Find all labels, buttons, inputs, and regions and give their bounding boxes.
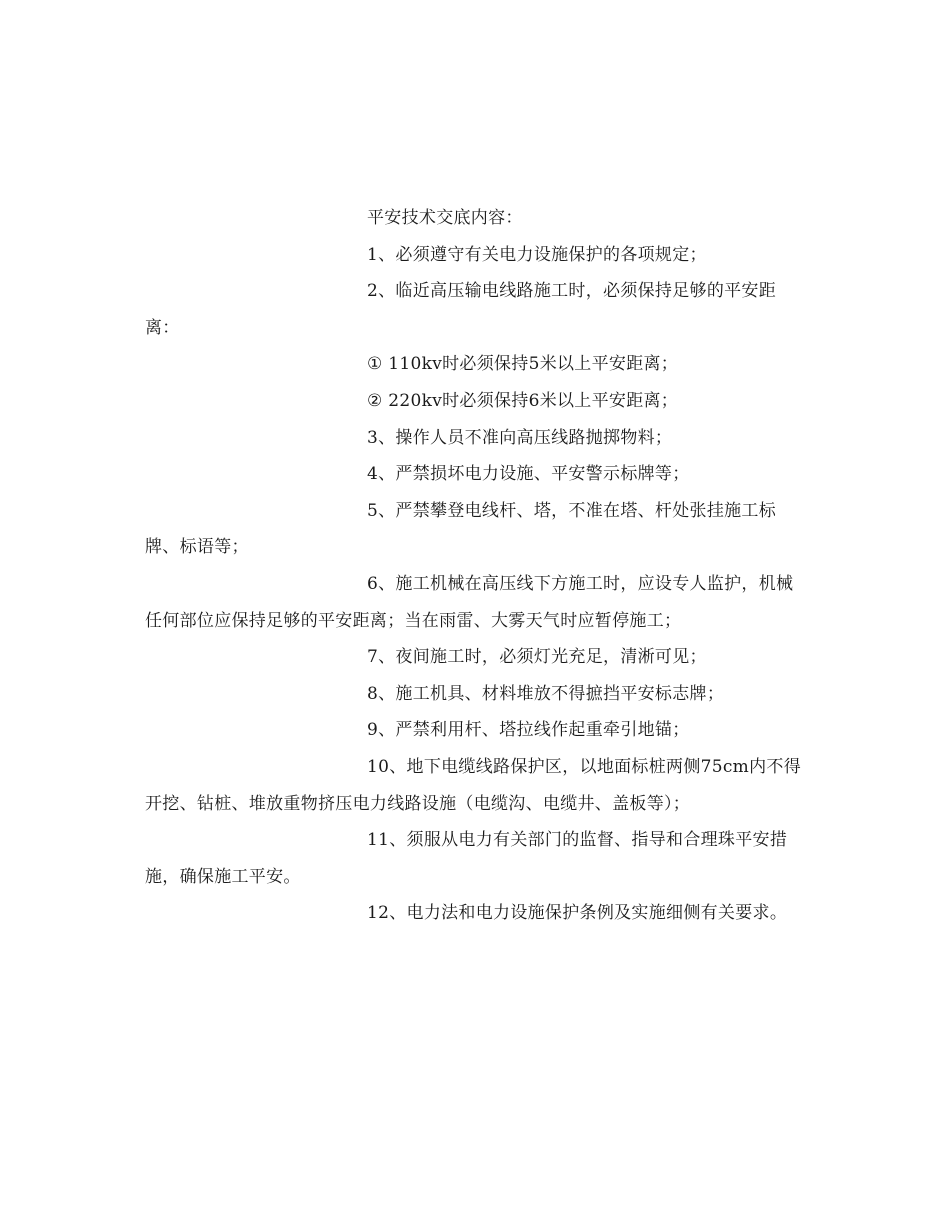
paragraph-6: 6、施工机械在高压线下方施工时，应设专人监护，机械任何部位应保持足够的平安距离；当在雨雷、大雾天气时应暂停施工； (145, 573, 794, 631)
paragraph-2-item-1: ① 110kv时必须保持5米以上平安距离； (367, 354, 679, 375)
document-body (145, 200, 810, 932)
paragraph-1: 1、必须遵守有关电力设施保护的各项规定； (367, 244, 707, 265)
document-heading: 平安技术交底内容： (367, 208, 523, 228)
paragraph-8: 8、施工机具、材料堆放不得摭挡平安标志牌； (367, 683, 725, 704)
paragraph-12: 12、电力法和电力设施保护条例及实施细侧有关要求。 (367, 903, 788, 924)
paragraph-9: 9、严禁利用杆、塔拉线作起重牵引地锚； (367, 720, 690, 741)
paragraph-4: 4、严禁损坏电力设施、平安警示标牌等； (367, 464, 690, 485)
paragraph-2-item-2: ② 220kv时必须保持6米以上平安距离； (367, 390, 679, 411)
paragraph-5: 5、严禁攀登电线杆、塔，不准在塔、杆处张挂施工标牌、标语等； (145, 500, 777, 558)
paragraph-7: 7、夜间施工时，必须灯光充足，清淅可见； (367, 647, 707, 668)
paragraph-3: 3、操作人员不准向高压线路抛掷物料； (367, 427, 673, 448)
paragraph-2: 2、临近高压输电线路施工时，必须保持足够的平安距离： (145, 281, 777, 338)
paragraph-10: 10、地下电缆线路保护区，以地面标桩两侧75cm内不得开挖、钻桩、堆放重物挤压电力线路设施（电缆沟、电缆井、盖板等）； (145, 756, 802, 814)
paragraph-11: 11、须服从电力有关部门的监督、指导和合理珠平安措施，确保施工平安。 (145, 830, 788, 887)
